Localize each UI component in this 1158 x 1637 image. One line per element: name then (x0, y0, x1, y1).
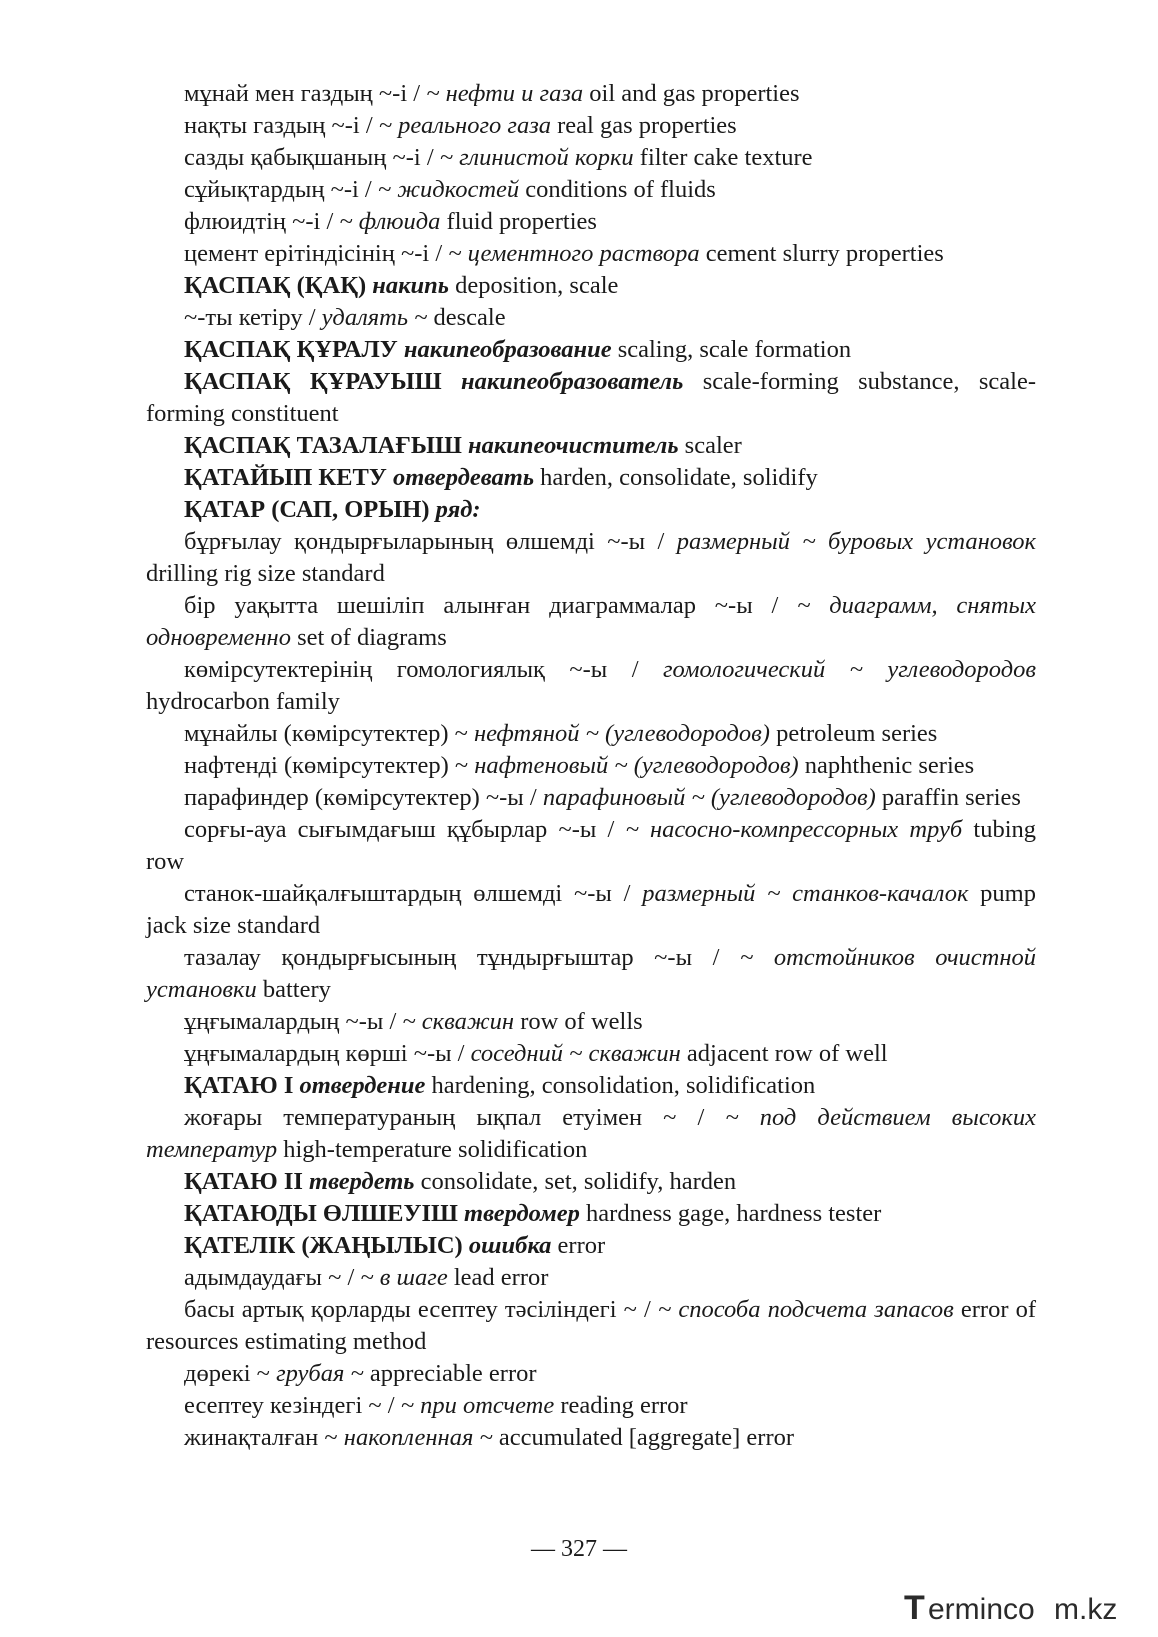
dictionary-entry (146, 782, 1036, 814)
russian-translation: гомологический ~ углеводородов (662, 656, 1036, 683)
dictionary-entry (146, 110, 1036, 142)
entry-text: hydrocarbon family (146, 688, 340, 715)
russian-headword: накипеочиститель (468, 432, 679, 459)
entry-text: жинақталған ~ (184, 1424, 344, 1451)
entry-text: conditions of fluids (519, 176, 716, 203)
headword: ҚАТЕЛІК (ЖАҢЫЛЫС) (184, 1232, 469, 1259)
entry-text: reading error (554, 1392, 688, 1419)
entry-text: real gas properties (551, 112, 737, 139)
logo-letter-t: T (904, 1589, 925, 1627)
russian-translation: ~ способа подсчета запасов (657, 1296, 954, 1323)
dictionary-entry (146, 334, 1036, 366)
russian-translation: соседний ~ скважин (470, 1040, 681, 1067)
russian-translation: ~ в шаге (360, 1264, 448, 1291)
russian-translation: ~ насосно-компрессорных труб (625, 816, 963, 843)
russian-headword: ошибка (468, 1232, 552, 1259)
dictionary-entry (146, 878, 1036, 942)
russian-headword: ряд: (435, 496, 481, 523)
entry-text: парафиндер (көмірсутектер) ~-ы / (184, 784, 543, 811)
russian-translation: ~ диаграмм, снятых одновременно (146, 592, 1036, 651)
entry-text: флюидтің ~-і / (184, 208, 340, 235)
dictionary-entry (146, 1038, 1036, 1070)
entry-text: lead error (447, 1264, 549, 1291)
russian-translation: размерный ~ буровых установок (676, 528, 1037, 555)
dictionary-entry (146, 430, 1036, 462)
entry-text: row of wells (514, 1008, 643, 1035)
russian-translation: парафиновый ~ (углеводородов) (542, 784, 876, 811)
entry-text: ~-ты кетіру / (184, 304, 322, 331)
entry-text: scaling, scale formation (611, 336, 852, 363)
termincom-logo (904, 1587, 1132, 1627)
entry-text: tubing row (146, 816, 1036, 875)
russian-headword: накипеобразователь (460, 368, 684, 395)
entry-text: жоғары температураның ықпал етуімен ~ / (184, 1104, 726, 1131)
russian-translation: ~ скважин (402, 1008, 515, 1035)
russian-translation: ~ цементного раствора (448, 240, 700, 267)
entry-text: мұнайлы (көмірсутектер) ~ (184, 720, 474, 747)
dictionary-entry (146, 1230, 1036, 1262)
page-number: — 327 — (531, 1536, 627, 1562)
entry-text: дөрекі ~ (184, 1360, 277, 1387)
dictionary-entry (146, 1198, 1036, 1230)
entry-text: көмірсутектерінің гомологиялық ~-ы / (184, 656, 663, 683)
dictionary-entry (146, 1166, 1036, 1198)
dictionary-entry (146, 1294, 1036, 1358)
entry-text: error (551, 1232, 606, 1259)
dictionary-entry (146, 1390, 1036, 1422)
entry-text: басы артық қорларды есептеу тәсіліндегі ~ / (184, 1296, 658, 1323)
russian-translation: ~ жидкостей (377, 176, 520, 203)
entry-text: deposition, scale (448, 272, 619, 299)
russian-headword: отвердевать (392, 464, 535, 491)
entry-text: naphthenic series (798, 752, 975, 779)
russian-translation: нафтеновый ~ (углеводородов) (474, 752, 799, 779)
dictionary-entry (146, 1006, 1036, 1038)
russian-translation: размерный ~ станков-качалок (642, 880, 969, 907)
entry-text: ұңғымалардың көрші ~-ы / (184, 1040, 471, 1067)
dictionary-page-body (146, 78, 1036, 1454)
logo-text-end: m.kz (1054, 1593, 1118, 1626)
entry-text: бір уақытта шешіліп алынған диаграммалар ~-ы / (184, 592, 798, 619)
entry-text: нақты газдың ~-і / (184, 112, 379, 139)
dictionary-entry (146, 174, 1036, 206)
dictionary-entry (146, 590, 1036, 654)
dictionary-entry (146, 270, 1036, 302)
entry-text: сұйықтардың ~-і / (184, 176, 378, 203)
dictionary-entry (146, 78, 1036, 110)
headword: ҚАТАЮ II (184, 1168, 310, 1195)
dictionary-entry (146, 942, 1036, 1006)
russian-headword: накипеобразование (403, 336, 612, 363)
dictionary-entry (146, 1102, 1036, 1166)
dictionary-entry (146, 142, 1036, 174)
dictionary-entry (146, 718, 1036, 750)
headword: ҚАТАЙЫП КЕТУ (184, 464, 393, 491)
entry-text: бұрғылау қондырғыларының өлшемді ~-ы / (184, 528, 677, 555)
dictionary-entry (146, 206, 1036, 238)
dictionary-entry (146, 1070, 1036, 1102)
entry-text: сазды қабықшаның ~-і / (184, 144, 440, 171)
entry-text: сорғы-ауа сығымдағыш құбырлар ~-ы / (184, 816, 626, 843)
dictionary-entry (146, 366, 1036, 430)
entry-text: cement slurry properties (699, 240, 944, 267)
entry-text: scaler (678, 432, 742, 459)
russian-translation: ~ при отсчете (400, 1392, 555, 1419)
dictionary-entry (146, 302, 1036, 334)
headword: ҚАСПАҚ ҚҰРАУЫШ (184, 368, 461, 395)
dictionary-entry (146, 654, 1036, 718)
dictionary-entry (146, 1358, 1036, 1390)
entry-text: paraffin series (875, 784, 1021, 811)
entry-text: accumulated [aggregate] error (492, 1424, 795, 1451)
entry-text: appreciable error (363, 1360, 537, 1387)
russian-translation: ~ отстойников очистной установки (146, 944, 1037, 1003)
entry-text: adjacent row of well (680, 1040, 888, 1067)
entry-text: тазалау қондырғысының тұндырғыштар ~-ы / (184, 944, 741, 971)
dictionary-entry (146, 238, 1036, 270)
dictionary-entry (146, 1262, 1036, 1294)
headword: ҚАСПАҚ ҚҰРАЛУ (184, 336, 404, 363)
dictionary-entry (146, 814, 1036, 878)
entry-text: scale-forming substance, scale-forming constituent (146, 368, 1036, 427)
entry-text: error of resources estimating method (146, 1296, 1037, 1355)
entry-text: set of diagrams (290, 624, 447, 651)
entry-text: цемент ерітіндісінің ~-і / (184, 240, 449, 267)
entry-text: ұңғымалардың ~-ы / (184, 1008, 403, 1035)
russian-translation: накопленная ~ (343, 1424, 493, 1451)
dictionary-entry (146, 1422, 1036, 1454)
entry-text: descale (427, 304, 506, 331)
russian-translation: ~ флюида (339, 208, 441, 235)
entry-text: oil and gas properties (583, 80, 800, 107)
headword: ҚАТАЮ I (184, 1072, 300, 1099)
headword: ҚАСПАҚ (ҚАҚ) (184, 272, 373, 299)
entry-text: есептеу кезіндегі ~ / (184, 1392, 401, 1419)
entry-text: drilling rig size standard (146, 560, 385, 587)
entry-text: harden, consolidate, solidify (534, 464, 818, 491)
logo-text-middle: ermincо (928, 1593, 1035, 1626)
entry-text: станок-шайқалғыштардың өлшемді ~-ы / (184, 880, 643, 907)
entry-text: нафтенді (көмірсутектер) ~ (184, 752, 475, 779)
russian-headword: твердомер (464, 1200, 580, 1227)
entry-text: мұнай мен газдың ~-і / (184, 80, 427, 107)
russian-translation: удалять ~ (321, 304, 428, 331)
entry-text: адымдаудағы ~ / (184, 1264, 361, 1291)
entry-text: fluid properties (440, 208, 597, 235)
dictionary-entry (146, 494, 1036, 526)
entry-text: battery (256, 976, 331, 1003)
russian-translation: нефтяной ~ (углеводородов) (474, 720, 770, 747)
russian-headword: твердеть (309, 1168, 415, 1195)
dictionary-entry (146, 526, 1036, 590)
entry-text: hardening, consolidation, solidification (425, 1072, 816, 1099)
entry-text: consolidate, set, solidify, harden (414, 1168, 737, 1195)
russian-translation: ~ реального газа (378, 112, 551, 139)
russian-headword: накипь (372, 272, 449, 299)
russian-translation: ~ нефти и газа (426, 80, 584, 107)
dictionary-entry (146, 750, 1036, 782)
headword: ҚАТАР (САП, ОРЫН) (184, 496, 436, 523)
entry-text: pump jack size standard (146, 880, 1036, 939)
russian-translation: ~ глинистой корки (439, 144, 634, 171)
russian-translation: грубая ~ (276, 1360, 364, 1387)
entry-text: hardness gage, hardness tester (579, 1200, 882, 1227)
russian-headword: отвердение (299, 1072, 426, 1099)
entry-text: high-temperature solidification (277, 1136, 588, 1163)
headword: ҚАСПАҚ ТАЗАЛАҒЫШ (184, 432, 469, 459)
russian-translation: ~ под действием высоких температур (146, 1104, 1036, 1163)
headword: ҚАТАЮДЫ ӨЛШЕУІШ (184, 1200, 465, 1227)
dictionary-entry (146, 462, 1036, 494)
entry-text: petroleum series (769, 720, 938, 747)
entry-text: filter cake texture (633, 144, 813, 171)
